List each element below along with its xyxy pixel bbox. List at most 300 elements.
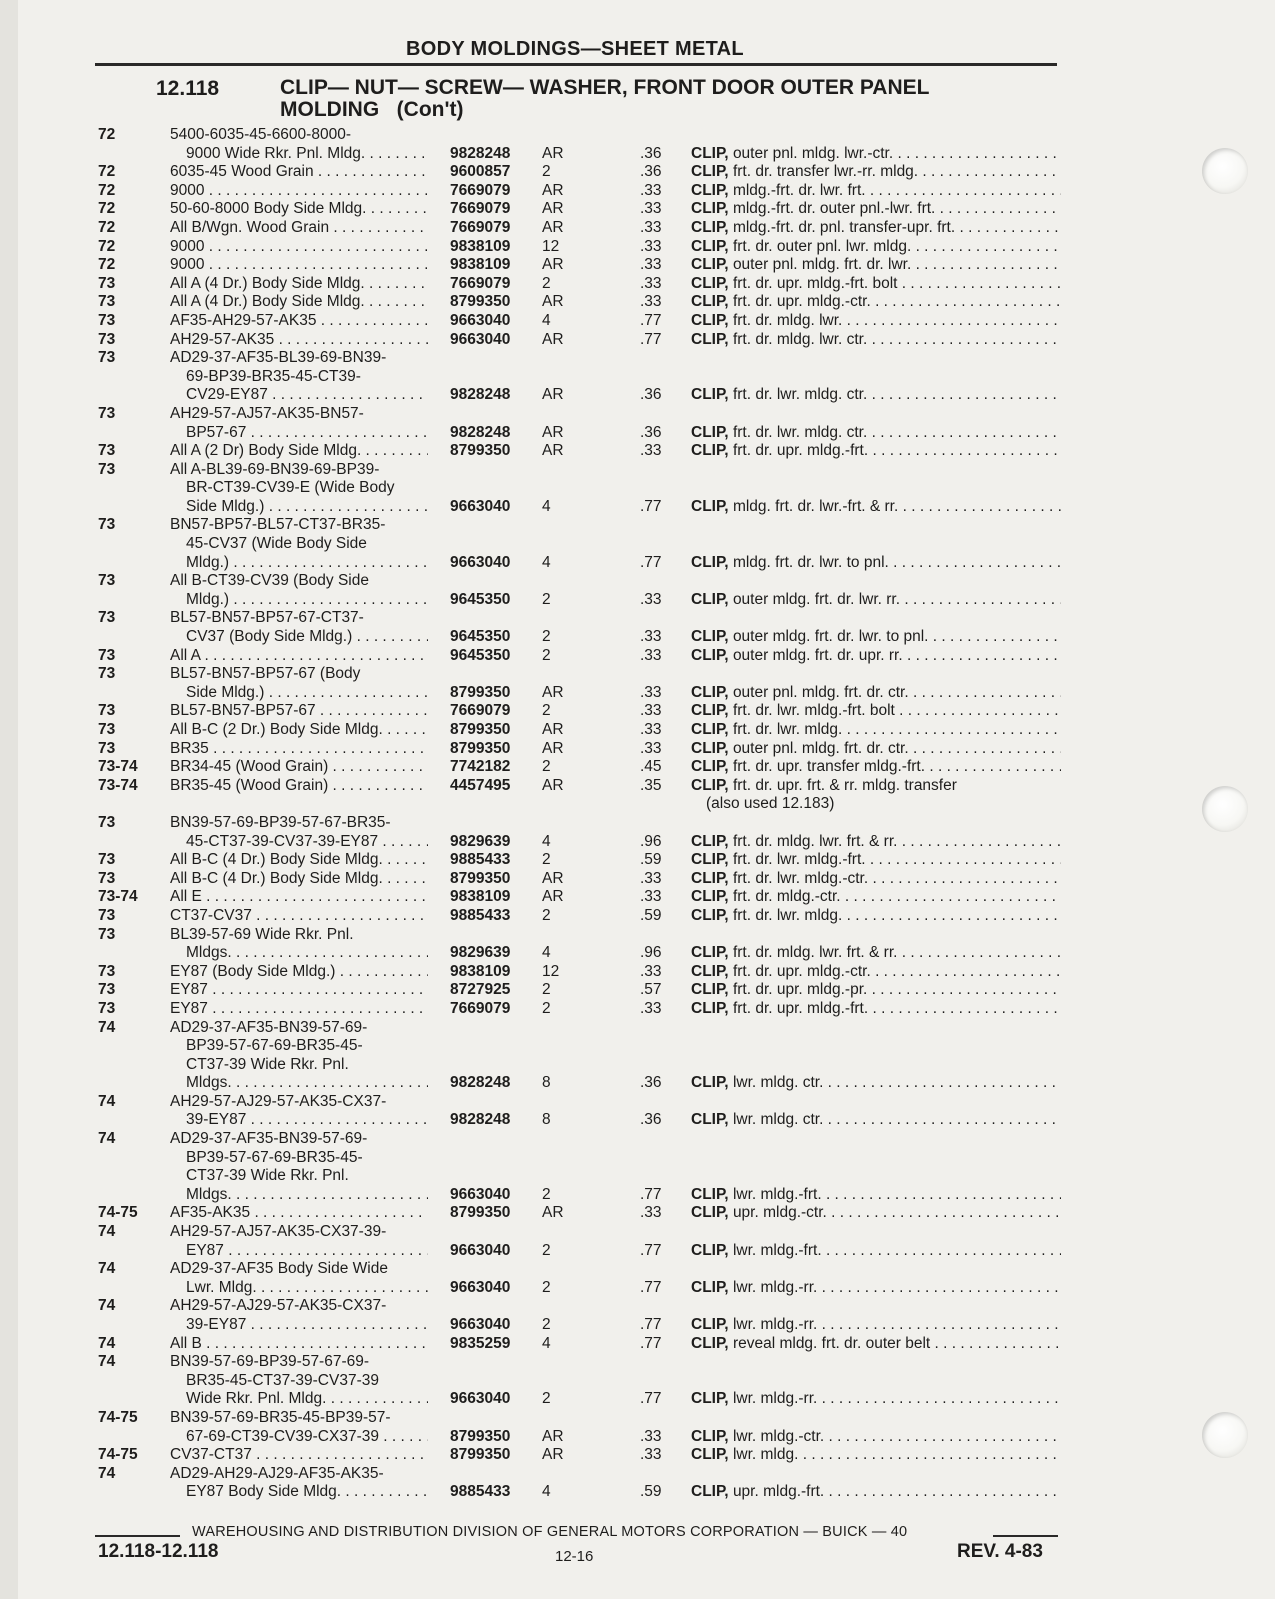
leader-dots [202,1335,428,1352]
part-description [691,145,1061,164]
entry-line [0,163,1080,182]
part-number: 9663040 [450,311,511,329]
application-text: 69-BP39-BR35-45-CT39- [186,367,361,385]
application-text: AD29-37-AF35-BN39-57-69- [170,1130,368,1148]
part-number: 9663040 [450,497,511,515]
quantity: AR [542,1204,564,1222]
application-cell [170,293,428,312]
model-year: 73 [98,293,116,311]
entry-line [0,461,1080,480]
part-name: CLIP, [691,237,729,255]
part-detail: outer pnl. mldg. frt. dr. ctr. [732,739,909,757]
binder-hole [1202,786,1248,832]
quantity: AR [542,739,564,757]
part-name: CLIP, [691,758,729,776]
leader-dots [893,145,1061,162]
leader-dots [379,1428,428,1445]
model-year: 73 [98,404,116,422]
application-cell [170,1428,428,1447]
leader-dots [889,554,1061,571]
part-number: 9885433 [450,1483,511,1501]
entry-line [0,702,1080,721]
part-description [691,1446,1061,1465]
application-text: BN57-BP57-BL57-CT37-BR35- [170,516,386,534]
part-description [691,256,1061,275]
part-detail: mldg.-frt. dr. lwr. frt. [732,181,866,199]
parts-entry [0,665,1080,702]
leader-dots [868,442,1061,459]
parts-entry [0,1130,1080,1204]
application-cell [170,182,428,201]
application-cell [170,572,428,591]
application-cell [170,312,428,331]
part-detail: frt. dr. upr. mldg.-frt. bolt [732,274,898,292]
entry-line [0,200,1080,219]
price: .33 [640,1204,662,1222]
parts-entry [0,1019,1080,1093]
part-detail: frt. dr. lwr. mldg. ctr. [732,386,868,404]
parts-entry [0,1260,1080,1297]
application-text: Mldg.) [186,590,230,608]
application-cell [170,1279,428,1298]
entry-line [0,1149,1080,1168]
entry-line [0,740,1080,759]
application-cell [170,609,428,628]
model-year: 73 [98,646,116,664]
model-year: 74 [98,1464,116,1482]
part-number: 7669079 [450,181,511,199]
quantity: AR [542,181,564,199]
entry-line [0,628,1080,647]
footer-revision: REV. 4-83 [957,1541,1043,1562]
entry-line [0,814,1080,833]
price: .36 [640,386,662,404]
application-text: 9000 [170,181,205,199]
part-name: CLIP, [691,962,729,980]
parts-entry [0,1353,1080,1409]
parts-entry [0,1335,1080,1354]
quantity: AR [542,256,564,274]
entry-line [0,1056,1080,1075]
quantity: 2 [542,999,551,1017]
part-number: 9645350 [450,628,511,646]
part-description [691,1335,1061,1354]
application-text: BR35-45 (Wood Grain) [170,776,329,794]
part-description [691,647,1061,666]
application-cell [170,926,428,945]
entry-line [0,1316,1080,1335]
part-detail: frt. dr. lwr. mldg. ctr. [732,423,868,441]
quantity: 2 [542,851,551,869]
entry-line [0,1465,1080,1484]
leader-dots [823,1111,1061,1128]
price: .77 [640,311,662,329]
parts-entry [0,182,1080,201]
model-year: 73 [98,721,116,738]
application-cell [170,777,428,796]
price: .77 [640,1278,662,1296]
part-number: 9828248 [450,1111,511,1129]
entry-line [0,1446,1080,1465]
parts-entry [0,926,1080,963]
entry-line [0,126,1080,145]
part-detail: frt. dr. lwr. mldg. [732,906,843,924]
model-year: 74-75 [98,1446,138,1464]
application-text: BN39-57-69-BR35-45-BP39-57- [170,1408,391,1426]
model-year: 72 [98,256,116,274]
leader-dots [257,1279,428,1296]
application-text: AH29-57-AJ29-57-AK35-CX37- [170,1297,387,1315]
part-description [691,591,1061,610]
quantity: 2 [542,1278,551,1296]
model-year: 73-74 [98,888,138,906]
entry-line [0,721,1080,740]
quantity: AR [542,1427,564,1445]
leader-dots [209,740,428,757]
part-number: 8799350 [450,739,511,757]
parts-entry [0,293,1080,312]
part-detail: lwr. mldg.-frt. [732,1185,822,1203]
application-text: All A (4 Dr.) Body Side Mldg. [170,274,365,292]
leader-dots [898,498,1061,515]
price: .36 [640,1074,662,1092]
application-cell [170,331,428,350]
application-text: BP39-57-67-69-BR35-45- [186,1037,363,1055]
leader-dots [252,1446,428,1463]
application-text: BP57-67 [186,423,247,441]
part-name: CLIP, [691,256,729,274]
part-detail: frt. dr. lwr. mldg.-frt. [732,851,866,869]
application-text: CV37-CT37 [170,1446,252,1464]
leader-dots [264,684,428,701]
part-detail: lwr. mldg.-rr. [732,1316,818,1333]
price: .45 [640,758,662,776]
application-text: BR35-45-CT37-39-CV37-39 [186,1371,379,1389]
model-year: 74 [98,1260,116,1278]
part-detail: lwr. mldg.-rr. [732,1390,818,1408]
model-year: 72 [98,200,116,218]
part-name: CLIP, [691,423,729,441]
parts-entry [0,907,1080,926]
parts-entry [0,1446,1080,1465]
leader-dots [911,238,1061,255]
part-detail: outer pnl. mldg. lwr.-ctr. [732,144,894,162]
application-cell [170,1130,428,1149]
leader-dots [365,293,428,310]
parts-entry [0,963,1080,982]
entry-line [0,777,1080,796]
application-text: EY87 Body Side Mldg. [186,1483,342,1501]
part-description [691,1316,1061,1335]
part-description [691,1074,1061,1093]
part-description [691,684,1061,703]
part-description [691,963,1061,982]
quantity: 2 [542,981,551,999]
part-name: CLIP, [691,218,729,236]
part-description [691,312,1061,331]
application-cell [170,368,428,387]
part-description [691,1204,1061,1223]
part-detail: mldg. frt. dr. lwr. to pnl. [732,553,889,571]
model-year: 73 [98,460,116,478]
part-name: CLIP, [691,869,729,887]
quantity: 4 [542,832,551,850]
price: .59 [640,1483,662,1501]
application-cell [170,758,428,777]
application-cell [170,1297,428,1316]
part-description [691,758,1061,777]
part-detail: upr. mldg.-ctr. [732,1204,827,1222]
application-cell [170,1390,428,1409]
entry-line [0,1260,1080,1279]
quantity: 8 [542,1074,551,1092]
part-detail: outer mldg. frt. dr. upr. rr. [732,646,903,664]
part-number: 9828248 [450,144,511,162]
part-detail: upr. mldg.-frt. [732,1483,825,1501]
part-name: CLIP, [691,721,729,738]
footer-division-text: WAREHOUSING AND DISTRIBUTION DIVISION OF GENERAL MOTORS CORPORATION — BUICK — 40 [192,1524,908,1540]
application-text: CT37-39 Wide Rkr. Pnl. [186,1055,349,1073]
application-text: BR34-45 (Wood Grain) [170,758,329,776]
entry-line [0,182,1080,201]
leader-dots [316,312,428,329]
application-text: AD29-37-AF35-BL39-69-BN39- [170,349,387,367]
application-text: All B [170,1334,202,1352]
model-year: 73 [98,665,116,683]
application-text: Side Mldg.) [186,497,265,515]
application-cell [170,702,428,721]
model-year: 74 [98,1353,116,1371]
leader-dots [326,1390,428,1407]
header-rule [95,63,1057,66]
entry-line [0,256,1080,275]
leader-dots [842,907,1061,924]
quantity: 4 [542,311,551,329]
quantity: 2 [542,758,551,776]
application-cell [170,944,428,963]
part-name: CLIP, [691,553,729,571]
parts-entry [0,721,1080,740]
part-description [691,424,1061,443]
price: .33 [640,1427,662,1445]
leader-dots [328,777,428,794]
quantity: 2 [542,646,551,664]
application-text: 9000 Wide Rkr. Pnl. Mldg. [186,144,366,162]
price: .77 [640,1334,662,1352]
leader-dots [365,145,428,162]
application-cell [170,145,428,164]
application-cell [170,535,428,554]
parts-entry [0,777,1080,814]
entry-line [0,665,1080,684]
leader-dots [895,702,1061,719]
model-year: 74 [98,1130,116,1148]
entry-line [0,1372,1080,1391]
application-text: BP39-57-67-69-BR35-45- [186,1148,363,1166]
application-cell [170,1316,428,1335]
price: .77 [640,1185,662,1203]
model-year: 73 [98,572,116,590]
part-name: CLIP, [691,1316,729,1333]
application-text: CT37-39 Wide Rkr. Pnl. [186,1167,349,1185]
application-text: BR-CT39-CV39-E (Wide Body [186,479,395,497]
entry-line [0,572,1080,591]
entry-line [0,944,1080,963]
quantity: 2 [542,590,551,608]
price: .96 [640,832,662,850]
price: .33 [640,1446,662,1464]
application-text: AD29-37-AF35-BN39-57-69- [170,1018,368,1036]
quantity: AR [542,200,564,218]
part-name: CLIP, [691,1427,729,1445]
price: .33 [640,274,662,292]
application-cell [170,684,428,703]
application-cell [170,126,428,145]
part-name: CLIP, [691,1074,729,1092]
part-description [691,1279,1061,1298]
part-description [691,1242,1061,1261]
part-number: 8799350 [450,442,511,460]
part-description [691,386,1061,405]
application-cell [170,219,428,238]
price: .77 [640,330,662,348]
application-text: 6035-45 Wood Grain [170,163,314,181]
entry-line [0,1279,1080,1298]
price: .36 [640,1111,662,1129]
part-number: 9828248 [450,1074,511,1092]
leader-dots [329,219,428,236]
part-name: CLIP, [691,739,729,757]
part-number: 9663040 [450,553,511,571]
entry-line [0,1019,1080,1038]
quantity: 2 [542,1241,551,1259]
leader-dots [232,1186,428,1203]
entry-line [0,1335,1080,1354]
model-year: 74 [98,1297,116,1315]
application-cell [170,200,428,219]
part-detail: frt. dr. upr. mldg.-ctr. [732,293,871,311]
entry-line [0,405,1080,424]
part-detail: lwr. mldg.-rr. [732,1278,818,1296]
leader-dots [383,851,428,868]
part-number: 9663040 [450,1278,511,1296]
entry-line [0,516,1080,535]
part-detail: frt. dr. mldg. lwr. [732,311,843,329]
entry-line [0,442,1080,461]
model-year: 73 [98,739,116,757]
price: .57 [640,981,662,999]
entry-line [0,219,1080,238]
part-detail: outer mldg. frt. dr. lwr. to pnl. [732,628,929,646]
part-number: 9885433 [450,906,511,924]
entry-line [0,1390,1080,1409]
parts-entry [0,1409,1080,1446]
price: .35 [640,776,662,794]
model-year: 73 [98,442,116,460]
part-number: 8799350 [450,1204,511,1222]
application-cell [170,963,428,982]
parts-entry [0,516,1080,572]
parts-entry [0,609,1080,646]
part-number: 9663040 [450,1241,511,1259]
price: .33 [640,739,662,757]
footer-rule-right [993,1535,1058,1537]
application-cell [170,870,428,889]
application-text: 39-EY87 [186,1111,247,1129]
model-year: 74 [98,1018,116,1036]
part-number: 9838109 [450,962,511,980]
leader-dots [316,702,428,719]
leader-dots [841,888,1061,905]
leader-dots [208,981,428,998]
leader-dots [208,1000,428,1017]
leader-dots [232,944,428,961]
application-cell [170,386,428,405]
application-text: AH29-57-AJ29-57-AK35-CX37- [170,1092,387,1110]
part-description [691,1428,1061,1447]
part-name: CLIP, [691,181,729,199]
entry-line [0,907,1080,926]
parts-entry [0,349,1080,405]
part-number: 9829639 [450,832,511,850]
application-text: Mldgs. [186,944,232,962]
part-name: CLIP, [691,1334,729,1352]
model-year: 73 [98,274,116,292]
part-name: CLIP, [691,1483,729,1501]
application-cell [170,275,428,294]
application-cell [170,479,428,498]
leader-dots [867,386,1061,403]
part-name: CLIP, [691,944,729,962]
entry-line [0,424,1080,443]
application-text: AD29-AH29-AJ29-AF35-AK35- [170,1464,384,1482]
part-detail: frt. dr. upr. mldg.-frt. [732,442,869,460]
price: .33 [640,590,662,608]
quantity: 4 [542,497,551,515]
leader-dots [909,684,1061,701]
leader-dots [823,1074,1061,1091]
price: .33 [640,869,662,887]
quantity: 12 [542,962,560,980]
quantity: AR [542,423,564,441]
entry-line [0,1111,1080,1130]
leader-dots [817,1390,1061,1407]
model-year: 74 [98,1334,116,1352]
entry-line [0,833,1080,852]
quantity: 2 [542,702,551,720]
application-cell [170,1037,428,1056]
leader-dots [341,1483,428,1500]
part-detail: mldg. frt. dr. lwr.-frt. & rr. [732,497,899,515]
quantity: 2 [542,1185,551,1203]
parts-entry [0,1093,1080,1130]
part-number: 9838109 [450,888,511,906]
part-number: 9600857 [450,163,511,181]
price: .33 [640,962,662,980]
price: .36 [640,163,662,181]
leader-dots [204,182,428,199]
part-detail: frt. dr. upr. mldg.-pr. [732,981,868,999]
part-description [691,182,1061,201]
part-description [691,833,1061,852]
part-detail: lwr. mldg. ctr. [732,1074,824,1092]
application-cell [170,461,428,480]
leader-dots [897,833,1061,850]
application-cell [170,591,428,610]
application-cell [170,1074,428,1093]
leader-dots [204,238,428,255]
leader-dots [929,628,1062,645]
